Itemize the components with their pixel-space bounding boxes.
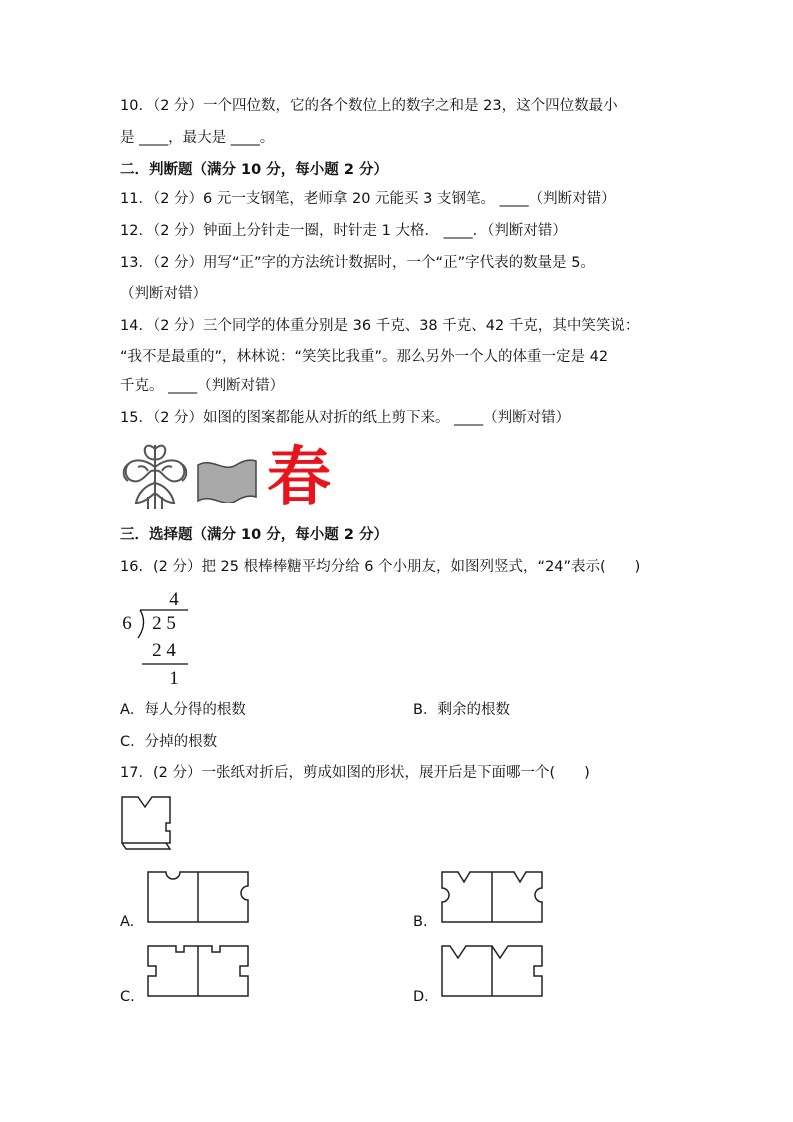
q17-shape-b[interactable] xyxy=(440,870,544,924)
spring-char: 春 xyxy=(267,440,331,509)
flower-pattern-figure xyxy=(120,437,190,512)
q16-option-c[interactable]: C．分掉的根数 xyxy=(120,734,218,750)
division-remainder: 1 xyxy=(169,668,179,689)
q13-line2: （判断对错） xyxy=(120,286,207,302)
q17-option-b[interactable]: B. xyxy=(413,914,428,930)
q10-line2: 是 ____，最大是 ____。 xyxy=(120,130,275,146)
division-quotient: 4 xyxy=(169,589,179,610)
division-divisor: 6 xyxy=(122,613,132,634)
q17-shape-c[interactable] xyxy=(146,944,250,998)
long-division-figure xyxy=(118,586,198,692)
q17-shape-d[interactable] xyxy=(440,944,544,998)
division-dividend: 2 5 xyxy=(152,613,176,634)
section-3-title: 三．选择题（满分 10 分，每小题 2 分） xyxy=(120,527,388,543)
q15-text: 15．（2 分）如图的图案都能从对折的纸上剪下来。 ____（判断对错） xyxy=(120,410,571,426)
q16-option-a[interactable]: A．每人分得的根数 xyxy=(120,702,246,718)
q14-line2: “我不是最重的”，林林说：“笑笑比我重”。那么另外一个人的体重一定是 42 xyxy=(120,349,609,365)
wave-strip-figure xyxy=(196,455,258,503)
q14-line1: 14．（2 分）三个同学的体重分别是 36 千克、38 千克、42 千克，其中笑笑说： xyxy=(120,318,640,334)
q17-option-c[interactable]: C. xyxy=(120,989,135,1005)
q10-line1: 10．（2 分）一个四位数，它的各个数位上的数字之和是 23，这个四位数最小 xyxy=(120,98,618,114)
q17-text: 17．(2 分）一张纸对折后，剪成如图的形状，展开后是下面哪一个( ) xyxy=(120,765,590,781)
q16-option-b[interactable]: B．剩余的根数 xyxy=(413,702,510,718)
q17-option-a[interactable]: A. xyxy=(120,914,135,930)
q12-text: 12．（2 分）钟面上分针走一圈，时针走 1 大格． ____．（判断对错） xyxy=(120,223,567,239)
spring-character-figure xyxy=(264,437,334,509)
section-2-title: 二．判断题（满分 10 分，每小题 2 分） xyxy=(120,162,388,178)
folded-paper-figure xyxy=(118,793,178,855)
q14-line3: 千克。 ____（判断对错） xyxy=(120,378,285,394)
q17-shape-a[interactable] xyxy=(146,870,250,924)
q16-text: 16．(2 分）把 25 根棒棒糖平均分给 6 个小朋友，如图列竖式，“24”表示( ) xyxy=(120,559,641,575)
division-product: 2 4 xyxy=(152,640,176,661)
q17-option-d[interactable]: D. xyxy=(413,989,429,1005)
q13-line1: 13．（2 分）用写“正”字的方法统计数据时，一个“正”字代表的数量是 5。 xyxy=(120,255,595,271)
q11-text: 11．（2 分）6 元一支钢笔，老师拿 20 元能买 3 支钢笔。 ____（判断对错） xyxy=(120,191,616,207)
